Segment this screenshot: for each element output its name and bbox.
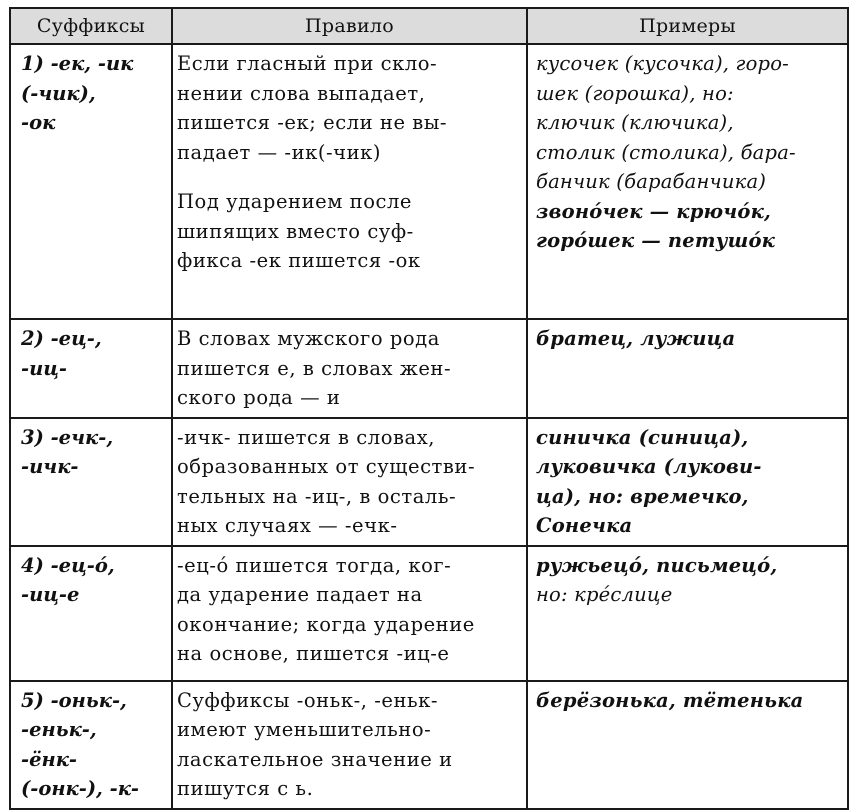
rule-cell [172,44,527,319]
header-examples: Примеры [527,8,848,44]
header-row [10,8,848,44]
rule-line: ных случаях — -ечк- [177,514,398,537]
rule-line: шипящих вместо суф- [177,219,414,243]
example-line: горóшек — петушóк [536,229,776,252]
rule-line: -ичк- пишется в словах, [177,425,435,449]
suffix-cell [10,418,172,546]
rule-line: ского рода — и [177,386,341,409]
table-row [10,546,848,681]
suffix-cell [10,546,172,681]
rule-cell [172,546,527,681]
example-line: берёзонька, тётенька [536,688,804,712]
rule-line: на основе, пишется -иц-е [177,642,450,665]
rule-cell [172,418,527,546]
table-row [10,681,848,809]
rule-line: пишется е, в словах жен- [177,356,452,380]
suffix-rules-table [9,7,849,810]
rule-cell [172,319,527,418]
suffix-line: 3) -ечк-, [21,425,114,449]
suffix-cell [10,319,172,418]
rule-line: нении слова выпадает, [177,81,426,105]
suffix-line: (-чик), [21,81,96,105]
table-row [10,319,848,418]
suffix-cell [10,681,172,809]
examples-cell [527,546,848,681]
suffix-line: 4) -ец-ó, [21,553,115,577]
rule-line: ласкательное значение и [177,747,453,771]
suffix-line: -еньк-, [21,718,97,741]
suffix-line: 2) -ец-, [21,327,102,350]
rule-line: фикса -ек пишется -ок [177,249,421,272]
header-suffixes: Суффиксы [10,8,172,44]
suffix-line: -иц-е [21,583,80,606]
rule-line: Суффиксы -оньк-, -еньк- [177,688,439,712]
rule-line: образованных от существи- [177,455,476,478]
example-line: звонóчек — крючóк, [536,199,771,223]
rule-line: окончание; когда ударение [177,612,475,636]
table-row [10,418,848,546]
example-line: ключик (ключика), [536,111,734,134]
rule-line: -ец-ó пишется тогда, ког- [177,553,452,577]
rule-line: тельных на -иц-, в осталь- [177,484,457,508]
suffix-line: -ичк- [21,455,79,478]
paragraph-gap [177,167,518,187]
example-line: шек (горошка), но: [536,81,734,105]
example-line: синичка (синица), [536,425,749,449]
example-line: Сонечка [536,514,633,537]
examples-cell [527,681,848,809]
examples-cell [527,319,848,418]
examples-cell [527,44,848,319]
suffix-line: 5) -оньк-, [21,688,127,712]
header-rule: Правило [172,8,527,44]
suffix-cell [10,44,172,319]
suffix-line: -ок [21,111,56,134]
example-line: братец, лужица [536,327,736,350]
examples-cell [527,418,848,546]
rule-line: пишется -ек; если не вы- [177,111,448,134]
example-line: но: крéслице [536,583,673,606]
example-line: луковичка (лукови- [536,455,762,478]
rule-line: да ударение падает на [177,583,423,606]
example-line: столик (столика), бара- [536,140,796,164]
example-line: ца), но: времечко, [536,484,749,508]
example-line: банчик (барабанчика) [536,170,767,193]
rule-line: падает — -ик(-чик) [177,140,382,164]
rule-line: В словах мужского рода [177,327,440,350]
rule-cell [172,681,527,809]
suffix-line: (-онк-), -к- [21,777,140,800]
suffix-line: -ёнк- [21,747,78,771]
example-line: ружьецó, письмецó, [536,553,778,577]
table-row [10,44,848,319]
example-line: кусочек (кусочка), горо- [536,52,789,75]
rule-line: Если гласный при скло- [177,52,438,75]
rule-line: пишутся с ь. [177,777,314,800]
suffix-line: -иц- [21,356,68,380]
rule-line: имеют уменьшительно- [177,718,432,741]
rule-line: Под ударением после [177,190,413,213]
suffix-line: 1) -ек, -ик [21,52,134,75]
